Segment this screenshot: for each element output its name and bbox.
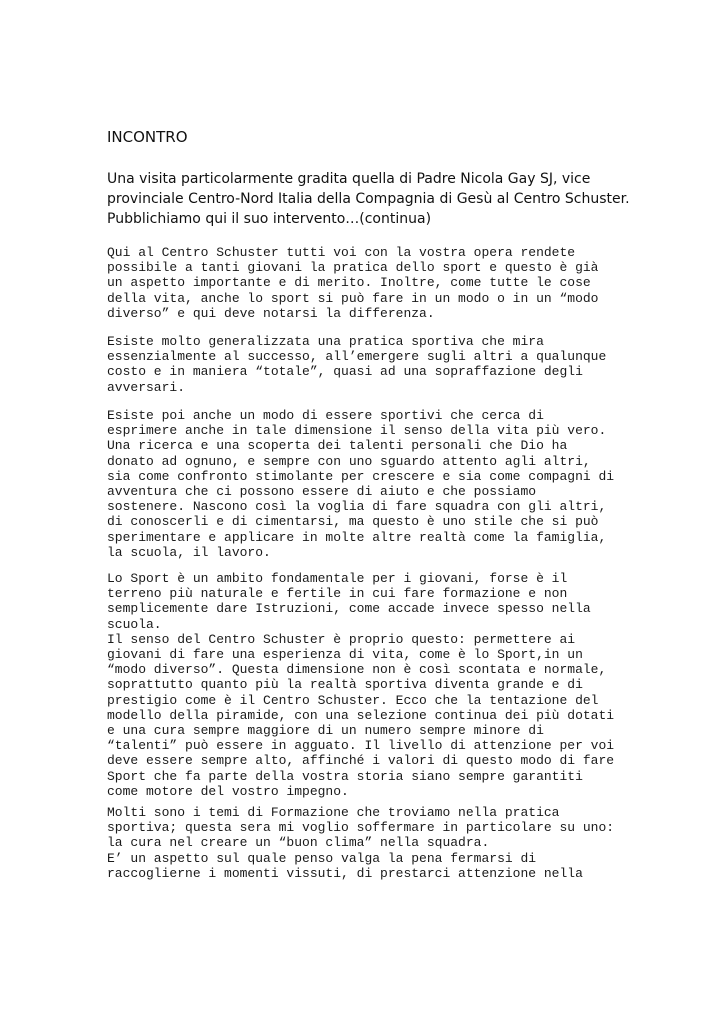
text-line: sperimentare e applicare in molte altre realtà come la famiglia, — [107, 529, 607, 545]
intro-paragraph — [107, 169, 630, 229]
text-line: raccoglierne i momenti vissuti, di prestarci attenzione nella — [107, 865, 583, 881]
text-line: costo e in maniera “totale”, quasi ad una sopraffazione degli — [107, 364, 583, 380]
intro-line: Una visita particolarmente gradita quella di Padre Nicola Gay SJ, vice — [107, 171, 591, 187]
text-line: Molti sono i temi di Formazione che troviamo nella pratica — [107, 805, 560, 820]
text-line: sostenere. Nascono così la voglia di fare squadra con gli altri, — [107, 499, 607, 515]
text-line: possibile a tanti giovani la pratica dello sport e questo è già — [107, 260, 599, 276]
text-line: come motore del vostro impegno. — [107, 783, 349, 799]
body-paragraph-2 — [107, 334, 606, 395]
text-line: di conoscerli e di cimentarsi, ma questo è uno stile che si può — [107, 514, 599, 530]
body-paragraph-4 — [107, 571, 614, 799]
text-line: avventura che ci possono essere di aiuto e che possiamo — [107, 484, 537, 500]
text-line: esprimere anche in tale dimensione il senso della vita più vero. — [107, 423, 607, 439]
document-title: INCONTRO — [107, 128, 188, 146]
text-line: deve essere sempre alto, affinché i valori di questo modo di fare — [107, 753, 615, 769]
text-line: Esiste molto generalizzata una pratica sportiva che mira — [107, 334, 544, 349]
intro-line: provinciale Centro-Nord Italia della Compagnia di Gesù al Centro Schuster. — [107, 191, 630, 207]
intro-line: Pubblichiamo qui il suo intervento…(continua) — [107, 211, 432, 227]
text-line: prestigio come è il Centro Schuster. Ecco che la tentazione del — [107, 692, 599, 708]
text-line: scuola. — [107, 616, 162, 632]
text-line: Esiste poi anche un modo di essere sportivi che cerca di — [107, 408, 544, 423]
text-line: giovani di fare una esperienza di vita, come è lo Sport,in un — [107, 647, 583, 663]
text-line: diverso” e qui deve notarsi la differenza. — [107, 305, 435, 321]
body-paragraph-1 — [107, 245, 598, 321]
text-line: soprattutto quanto più la realtà sportiva diventa grande e di — [107, 677, 583, 693]
body-paragraph-3 — [107, 408, 614, 560]
text-line: “talenti” può essere in agguato. Il livello di attenzione per voi — [107, 738, 615, 754]
text-line: e una cura sempre maggiore di un numero sempre minore di — [107, 723, 544, 739]
text-line: avversari. — [107, 379, 186, 395]
text-line: Qui al Centro Schuster tutti voi con la vostra opera rendete — [107, 245, 576, 260]
text-line: un aspetto importante e di merito. Inoltre, come tutte le cose — [107, 275, 591, 291]
text-line: “modo diverso”. Questa dimensione non è così scontata e normale, — [107, 662, 607, 678]
text-line: terreno più naturale e fertile in cui fare formazione e non — [107, 586, 568, 602]
text-line: modello della piramide, con una selezione continua dei più dotati — [107, 707, 615, 723]
text-line: Il senso del Centro Schuster è proprio questo: permettere ai — [107, 631, 576, 647]
text-line: essenzialmente al successo, all’emergere sugli altri a qualunque — [107, 349, 607, 365]
text-line: la cura nel creare un “buon clima” nella squadra. — [107, 835, 490, 851]
text-line: Lo Sport è un ambito fondamentale per i giovani, forse è il — [107, 571, 568, 586]
text-line: E’ un aspetto sul quale penso valga la pena fermarsi di — [107, 850, 537, 866]
text-line: Una ricerca e una scoperta dei talenti personali che Dio ha — [107, 438, 568, 454]
body-paragraph-5 — [107, 805, 614, 881]
text-line: sia come confronto stimolante per crescere e sia come compagni di — [107, 468, 615, 484]
text-line: sportiva; questa sera mi voglio soffermare in particolare su uno: — [107, 820, 615, 836]
text-line: semplicemente dare Istruzioni, come accade invece spesso nella — [107, 601, 591, 617]
text-line: donato ad ognuno, e sempre con uno sguardo attento agli altri, — [107, 453, 591, 469]
text-line: della vita, anche lo sport si può fare in un modo o in un “modo — [107, 290, 599, 306]
text-line: Sport che fa parte della vostra storia siano sempre garantiti — [107, 768, 583, 784]
text-line: la scuola, il lavoro. — [107, 544, 271, 560]
